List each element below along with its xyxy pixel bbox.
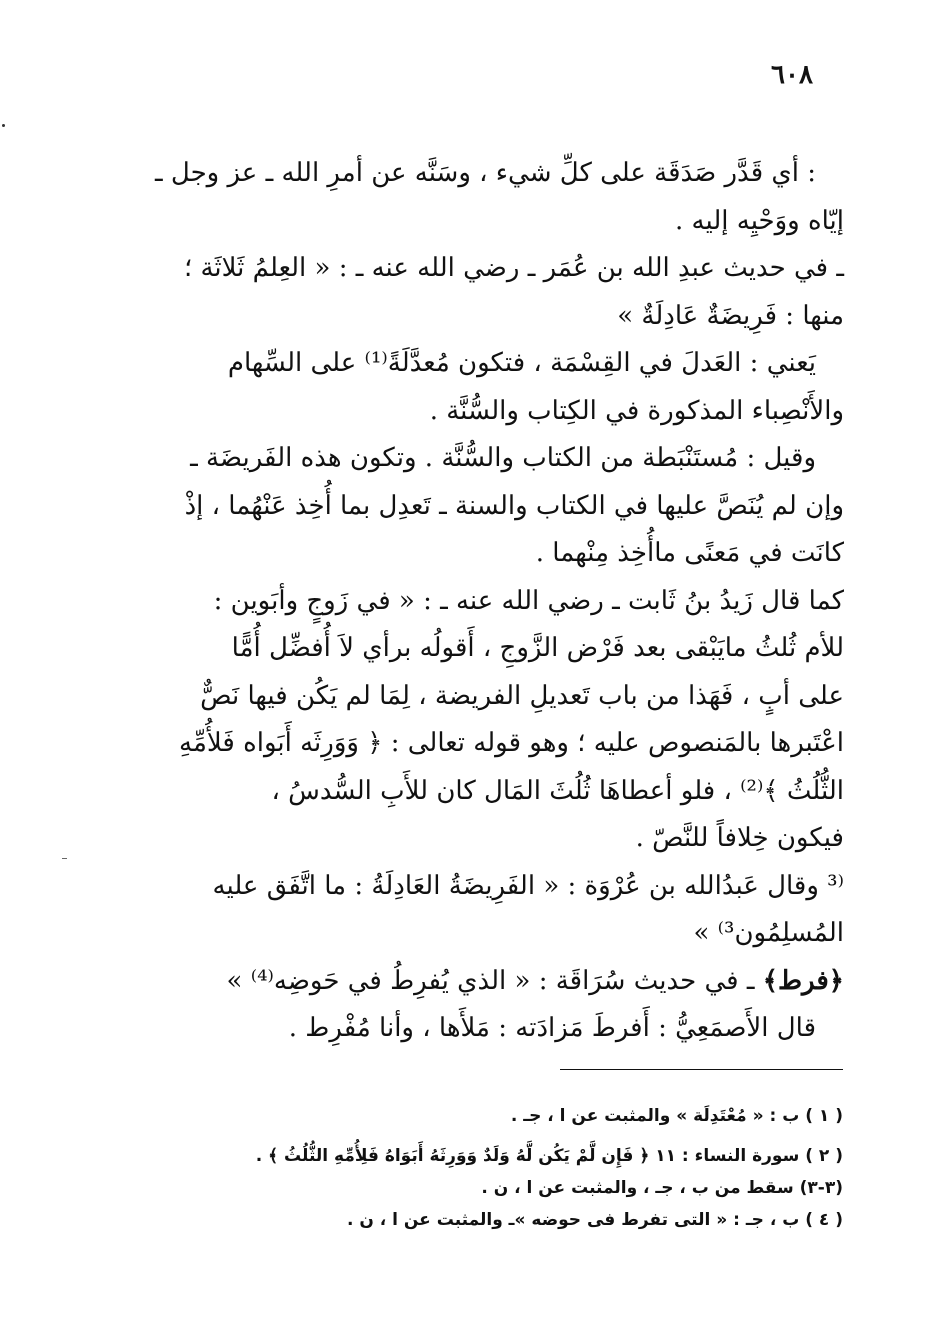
text-line: ⁽³ وقال عَبدُالله بن عُرْوَة : « الفَرِيضَةُ العَادِلَةُ : ما اتَّفَق عليه	[212, 870, 844, 901]
text-line: يَعني : العَدلَ في القِسْمَة ، فتكون مُعدَّلَةً⁽¹⁾ على السِّهام	[227, 348, 816, 378]
text-line: : أي قَدَّر صَدَقَة على كلِّ شيء ، وسَنَّه عن أمرِ الله ـ عز وجل ـ	[155, 158, 816, 188]
entry-line	[82, 958, 844, 1006]
text-line: منها : فَرِيضَةٌ عَادِلَةٌ »	[617, 300, 844, 331]
page-number: ٦٠٨	[771, 60, 813, 90]
footnotes	[160, 1092, 843, 1236]
entry-tag: ﴿فرط﴾	[762, 965, 844, 996]
text-line: للأم ثُلثُ مايَبْقى بعد فَرْض الزَّوجِ ، أَقولُه برأي لاَ أُفضِّل أُمًّا	[231, 633, 844, 663]
main-text	[82, 150, 844, 1053]
text-line: قال الأَصمَعِيُّ : أَفرطَ مَزادَته : مَلأَها ، وأنا مُفْرِط .	[288, 1013, 816, 1043]
text-line: وإن لم يُنَصَّ عليها في الكتاب والسنة ـ تَعدِل بما أُخِذ عَنْهُما ، إذْ	[184, 490, 844, 521]
text-line: إيّاه ووَحْيِه إليه .	[675, 205, 844, 236]
scan-speck	[2, 124, 5, 127]
text-line: الثُّلُثُ ﴾⁽²⁾ ، فلو أعطاهَا ثُلُثَ المَال كان للأَبِ السُّدسُ ،	[271, 775, 844, 806]
text-line: على أبٍ ، فَهَذا من باب تَعديلِ الفريضة ، لِمَا لم يَكُن فيها نَصٌّ	[200, 680, 844, 711]
text-line: ـ في حديث سُرَاقَة : « الذي يُفرِطُ في حَوضِه⁽⁴⁾ »	[226, 965, 755, 996]
footnote-separator	[560, 1069, 843, 1070]
footnote: ( ١ ) ب : « مُعْتَدِلَة » والمثبت عن ا ، جـ .	[510, 1106, 843, 1126]
footnote: ( ٢ ) سورة النساء : ١١ ﴿ فَإِن لَّمْ يَكُن لَّهُ وَلَدٌ وَوَرِثَهُ أَبَوَاهُ فَلِأُمِّهِ الثُّلُثُ ﴾ .	[255, 1146, 843, 1166]
text-line: المُسلِمُون³⁾ »	[693, 918, 844, 948]
text-line: كما قال زَيدُ بنُ ثَابت ـ رضي الله عنه ـ : « في زَوجٍ وأبَوين :	[213, 585, 844, 616]
text-line: اعْتَبرها بالمَنصوص عليه ؛ وهو قوله تعالى : ﴿ وَوَرِثَه أَبَواه فَلأُمِّهِ	[179, 728, 844, 758]
text-line: والأَنْصِباء المذكورة في الكِتاب والسُّنَّة .	[429, 395, 844, 426]
footnote: ( ٤ ) ب ، جـ : « التى تفرط فى حوضه »ـ والمثبت عن ا ، ن .	[346, 1210, 843, 1230]
footnote: (٣-٣) سقط من ب ، جـ ، والمثبت عن ا ، ن .	[481, 1178, 843, 1198]
scan-speck	[62, 858, 67, 859]
text-line: كانَت في مَعنًى ماأُخِذ مِنْهما .	[535, 538, 844, 568]
text-line: فيكون خِلافاً للنَّصّ .	[635, 823, 844, 853]
text-line: ـ في حديث عبدِ الله بن عُمَر ـ رضي الله عنه ـ : « العِلمُ ثَلاثَة ؛	[183, 253, 844, 283]
text-line: وقيل : مُستَنْبَطة من الكتاب والسُّنَّة . وتكون هذه الفَريضَة ـ	[190, 443, 816, 473]
